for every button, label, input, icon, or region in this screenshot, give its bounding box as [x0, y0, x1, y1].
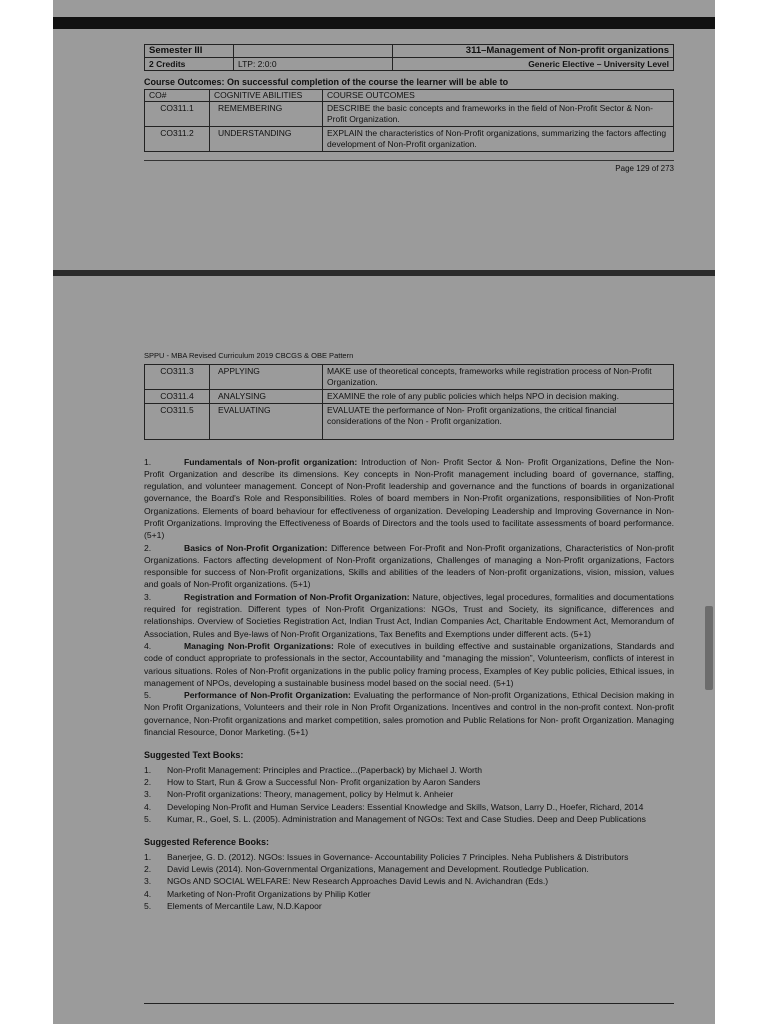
page-130: [144, 350, 674, 912]
unit-paragraph: 4. Managing Non-Profit Organizations: Role of executives in building effective and sustainable organizations, Standards and code of conduct appropriate to professionals in the sector, Accountability and “managing the mission”, Volunteerism, conflicts of interest in various situations. Roles of Non-Profit organizations in the public policy framing process, Examples of Key public policies, Ethical issues, in management of NPOs, developing a sustainable business model based on the social need. (5+1): [144, 640, 674, 688]
outcome-row: CO311.2 UNDERSTANDING EXPLAIN the characteristics of Non-Profit organizations, summarizing the factors affecting development of Non-Profit organization.: [145, 126, 674, 151]
curriculum-header: SPPU - MBA Revised Curriculum 2019 CBCGS & OBE Pattern: [144, 351, 354, 360]
list-item: 2. David Lewis (2014). Non-Governmental Organizations, Management and Development. Routledge Publication.: [144, 864, 589, 875]
text-books-list: [144, 764, 674, 825]
reference-books-title: Suggested Reference Books:: [144, 837, 270, 848]
reference-books-list: [144, 851, 674, 912]
semester-label: Semester III: [145, 45, 234, 58]
page-number: Page 129 of 273: [144, 160, 674, 175]
outcomes-table-continued: [144, 364, 674, 440]
credits-label: 2 Credits: [145, 58, 234, 71]
scrollbar-thumb[interactable]: [705, 606, 713, 690]
list-item: 3. NGOs AND SOCIAL WELFARE: New Research Approaches David Lewis and N. Avichandran (Eds.): [144, 876, 549, 887]
list-item: 2. How to Start, Run & Grow a Successful Non- Profit organization by Aaron Sanders: [144, 777, 481, 788]
outcome-row: CO311.3 APPLYING MAKE use of theoretical concepts, frameworks while registration process of Non-Profit Organization.: [145, 364, 674, 389]
list-item: 5. Elements of Mercantile Law, N.D.Kapoor: [144, 901, 322, 911]
list-item: 4. Marketing of Non-Profit Organizations by Philip Kotler: [144, 888, 371, 899]
list-item: 3. Non-Profit organizations: Theory, management, policy by Helmut k. Anheier: [144, 789, 454, 800]
outcome-row: CO311.1 REMEMBERING DESCRIBE the basic concepts and frameworks in the field of Non-Profit Sector & Non-Profit Organization.: [145, 101, 674, 126]
list-item: 4. Developing Non-Profit and Human Service Leaders: Essential Knowledge and Skills, Watson, Larry D., Hoefer, Richard, 2014: [144, 801, 644, 812]
text-books-title: Suggested Text Books:: [144, 750, 244, 761]
unit-paragraph: 5. Performance of Non-Profit Organization: Evaluating the performance of Non-profit Organizations, Ethical Decision making in Non Profit Organizations, Volunteers and their role in Non Profit Organizations. Incentives and control in the non-profit context. Non-profit governance, Non-Profit organizations and market competition, sales promotion and Public Relations for Non- profit Organization. Managing financial Resource, Donor Marketing. (5+1): [144, 690, 675, 738]
course-type: Generic Elective – University Level: [393, 58, 674, 71]
syllabus-units: [144, 456, 674, 739]
unit-paragraph: 1. Fundamentals of Non-profit organization: Introduction of Non- Profit Sector & Non- Profit Organizations, Define the Non- Profit Organization and describe its dimensions. Key concepts in Non-Profit management including board of governance, staffing, regulation, and volunteer management. Concept of Non-Profit leadership and governance and the functions of boards in organizational governance, the Board's Role and Responsibilities. Roles of board members in Non-Profit organizations, responsibilities of Non-Profit Organizations. Elements of board behaviour for effectiveness of organization. Developing Leadership and Improving Governance in Non-Profit Organizations. Improving the Effectiveness of Boards of Directors and the tools used to facilitate assessments of board performance. (5+1): [144, 456, 674, 541]
list-item: 1. Non-Profit Management: Principles and Practice...(Paperback) by Michael J. Worth: [144, 764, 483, 775]
page-bottom-rule: [144, 1003, 674, 1004]
outcome-row: CO311.5 EVALUATING EVALUATE the performance of Non- Profit organizations, the critical financial considerations of the Non - Profit organization.: [145, 403, 674, 439]
unit-paragraph: 3. Registration and Formation of Non-Profit Organization: Nature, objectives, legal procedures, formalities and documentations required for registration. Different types of Non-Profit Organizations: NGOs, Trust and Society, its significance, differences and relationships. Overview of Societies Registration Act, Indian Trust Act, Indian Companies Act, Charitable Endowment Act, Memorandum of Association, Rules and Bye-laws of Non-Profit Organizations, Tax Benefits and Exemptions under different acts. (5+1): [144, 591, 674, 639]
page-separator: [53, 270, 715, 276]
col-ability: COGNITIVE ABILITIES: [210, 89, 323, 101]
outcome-row: CO311.4 ANALYSING EXAMINE the role of any public policies which helps NPO in decision making.: [145, 389, 674, 403]
unit-paragraph: 2. Basics of Non-Profit Organization: Difference between For-Profit and Non-Profit organizations, Characteristics of Non-profit Organizations. Factors affecting development of Non-Profit organizations, Challenges of managing a Non-Profit organizations, Factors responsible for success of Non-Profit organizations, Skills and abilities of the leaders of Non-profit organizations, vision, mission, values and goals of Non-Profit organizations. (5+1): [144, 542, 674, 590]
course-header-table: [144, 44, 674, 71]
course-title: 311–Management of Non-profit organizations: [393, 45, 674, 58]
page-129-bottom: [144, 44, 674, 174]
list-item: 5. Kumar, R., Goel, S. L. (2005). Administration and Management of NGOs: Text and Case Studies. Deep and Deep Publications: [144, 814, 646, 825]
col-co: CO#: [145, 89, 210, 101]
ltp-label: LTP: 2:0:0: [234, 58, 393, 71]
outcomes-caption: Course Outcomes: On successful completion of the course the learner will be able to: [144, 77, 509, 87]
outcomes-table: [144, 89, 674, 152]
list-item: 1. Banerjee, G. D. (2012). NGOs: Issues in Governance- Accountability Policies 7 Principles. Neha Publishers & Distributors: [144, 851, 629, 862]
page-separator-top: [53, 17, 715, 29]
outcomes-header-row: [145, 89, 674, 101]
col-outcome: COURSE OUTCOMES: [323, 89, 674, 101]
